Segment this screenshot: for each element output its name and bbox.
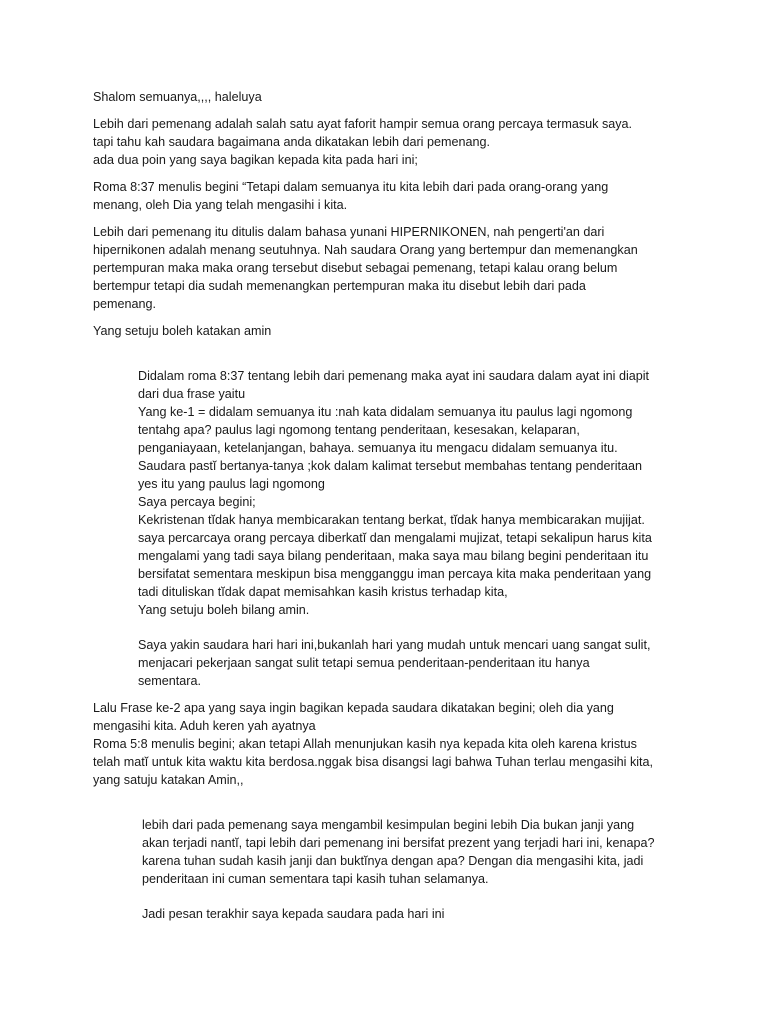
- roma837-line-1: Roma 8:37 menulis begini “Tetapi dalam semuanya itu kita lebih dari pada orang-orang yang: [93, 180, 609, 194]
- kesimpulan-line-3: karena tuhan sudah kasih janji dan buktĭnya dengan apa? Dengan dia mengasihi kita, jadi: [142, 854, 644, 868]
- frase1-line-1: Didalam roma 8:37 tentang lebih dari pemenang maka ayat ini saudara dalam ayat ini diapit: [138, 369, 650, 383]
- frase1-line-14: Yang setuju boleh bilang amin.: [138, 603, 310, 617]
- frase1-line-10: saya percarcaya orang percaya diberkatĭ dan mengalami mujizat, tetapi sekalipun harus kita: [138, 531, 652, 545]
- frase2-line-1: Lalu Frase ke-2 apa yang saya ingin bagikan kepada saudara dikatakan begini; oleh dia yang: [93, 701, 614, 715]
- intro-line-1: Lebih dari pemenang adalah salah satu ayat faforit hampir semua orang percaya termasuk saya.: [93, 117, 633, 131]
- frase1-line-9: Kekristenan tĭdak hanya membicarakan tentang berkat, tĭdak hanya membicarakan mujijat.: [138, 513, 645, 527]
- intro-line-3: ada dua poin yang saya bagikan kepada kita pada hari ini;: [93, 153, 418, 167]
- kesimpulan-line-1: lebih dari pada pemenang saya mengambil kesimpulan begini lebih Dia bukan janji yang: [142, 818, 635, 832]
- yakin-line-3: sementara.: [138, 674, 201, 688]
- amin-line-1: Yang setuju boleh katakan amin: [93, 324, 272, 338]
- hipernikonen-line-5: pemenang.: [93, 297, 157, 311]
- hipernikonen-line-2: hipernikonen adalah menang seutuhnya. Nah saudara Orang yang bertempur dan memenangkan: [93, 243, 638, 257]
- hipernikonen-line-1: Lebih dari pemenang itu ditulis dalam bahasa yunani HIPERNIKONEN, nah pengerti'an dari: [93, 225, 605, 239]
- yakin-line-1: Saya yakin saudara hari hari ini,bukanlah hari yang mudah untuk mencari uang sangat sulit,: [138, 638, 651, 652]
- frase2-line-3: Roma 5:8 menulis begini; akan tetapi Allah menunjukan kasih nya kepada kita oleh karena kristus: [93, 737, 637, 751]
- frase1-line-7: yes itu yang paulus lagi ngomong: [138, 477, 325, 491]
- frase1-line-6: Saudara pastĭ bertanya-tanya ;kok dalam kalimat tersebut membahas tentang penderitaan: [138, 459, 643, 473]
- roma837-line-2: menang, oleh Dia yang telah mengasihi i kita.: [93, 198, 348, 212]
- frase1-line-13: tadi dituliskan tĭdak dapat memisahkan kasih kristus terhadap kita,: [138, 585, 508, 599]
- frase1-line-4: tentahg apa? paulus lagi ngomong tentang penderitaan, kesesakan, kelaparan,: [138, 423, 580, 437]
- yakin-line-2: menjacari pekerjaan sangat sulit tetapi semua penderitaan-penderitaan itu hanya: [138, 656, 590, 670]
- greeting-line: Shalom semuanya,,,, haleluya: [93, 90, 262, 104]
- frase1-line-12: bersifatat sementara meskipun bisa mengganggu iman percaya kita maka penderitaan yang: [138, 567, 652, 581]
- hipernikonen-line-4: bertempur tetapi dia sudah memenangkan pertempuran maka itu disebut lebih dari pada: [93, 279, 586, 293]
- frase1-line-5: penganiayaan, ketelanjangan, bahaya. semuanya itu mengacu didalam semuanya itu.: [138, 441, 618, 455]
- pesan-line: Jadi pesan terakhir saya kepada saudara pada hari ini: [142, 907, 445, 921]
- frase1-line-3: Yang ke-1 = didalam semuanya itu :nah kata didalam semuanya itu paulus lagi ngomong: [138, 405, 633, 419]
- intro-line-2: tapi tahu kah saudara bagaimana anda dikatakan lebih dari pemenang.: [93, 135, 490, 149]
- frase2-line-4: telah matĭ untuk kita waktu kita berdosa.nggak bisa disangsi lagi bahwa Tuhan terlau mengasihi kita,: [93, 755, 654, 769]
- frase2-line-5: yang satuju katakan Amin,,: [93, 773, 244, 787]
- frase1-line-11: mengalami yang tadi saya bilang penderitaan, maka saya mau bilang begini penderitaan itu: [138, 549, 649, 563]
- hipernikonen-line-3: pertempuran maka maka orang tersebut disebut sebagai pemenang, tetapi kalau orang belum: [93, 261, 618, 275]
- kesimpulan-line-2: akan terjadi nantĭ, tapi lebih dari pemenang ini bersifat prezent yang terjadi hari ini, kenapa?: [142, 836, 655, 850]
- kesimpulan-line-4: penderitaan ini cuman sementara tapi kasih tuhan selamanya.: [142, 872, 489, 886]
- frase1-line-2: dari dua frase yaitu: [138, 387, 246, 401]
- frase1-line-8: Saya percaya begini;: [138, 495, 256, 509]
- frase2-line-2: mengasihi kita. Aduh keren yah ayatnya: [93, 719, 316, 733]
